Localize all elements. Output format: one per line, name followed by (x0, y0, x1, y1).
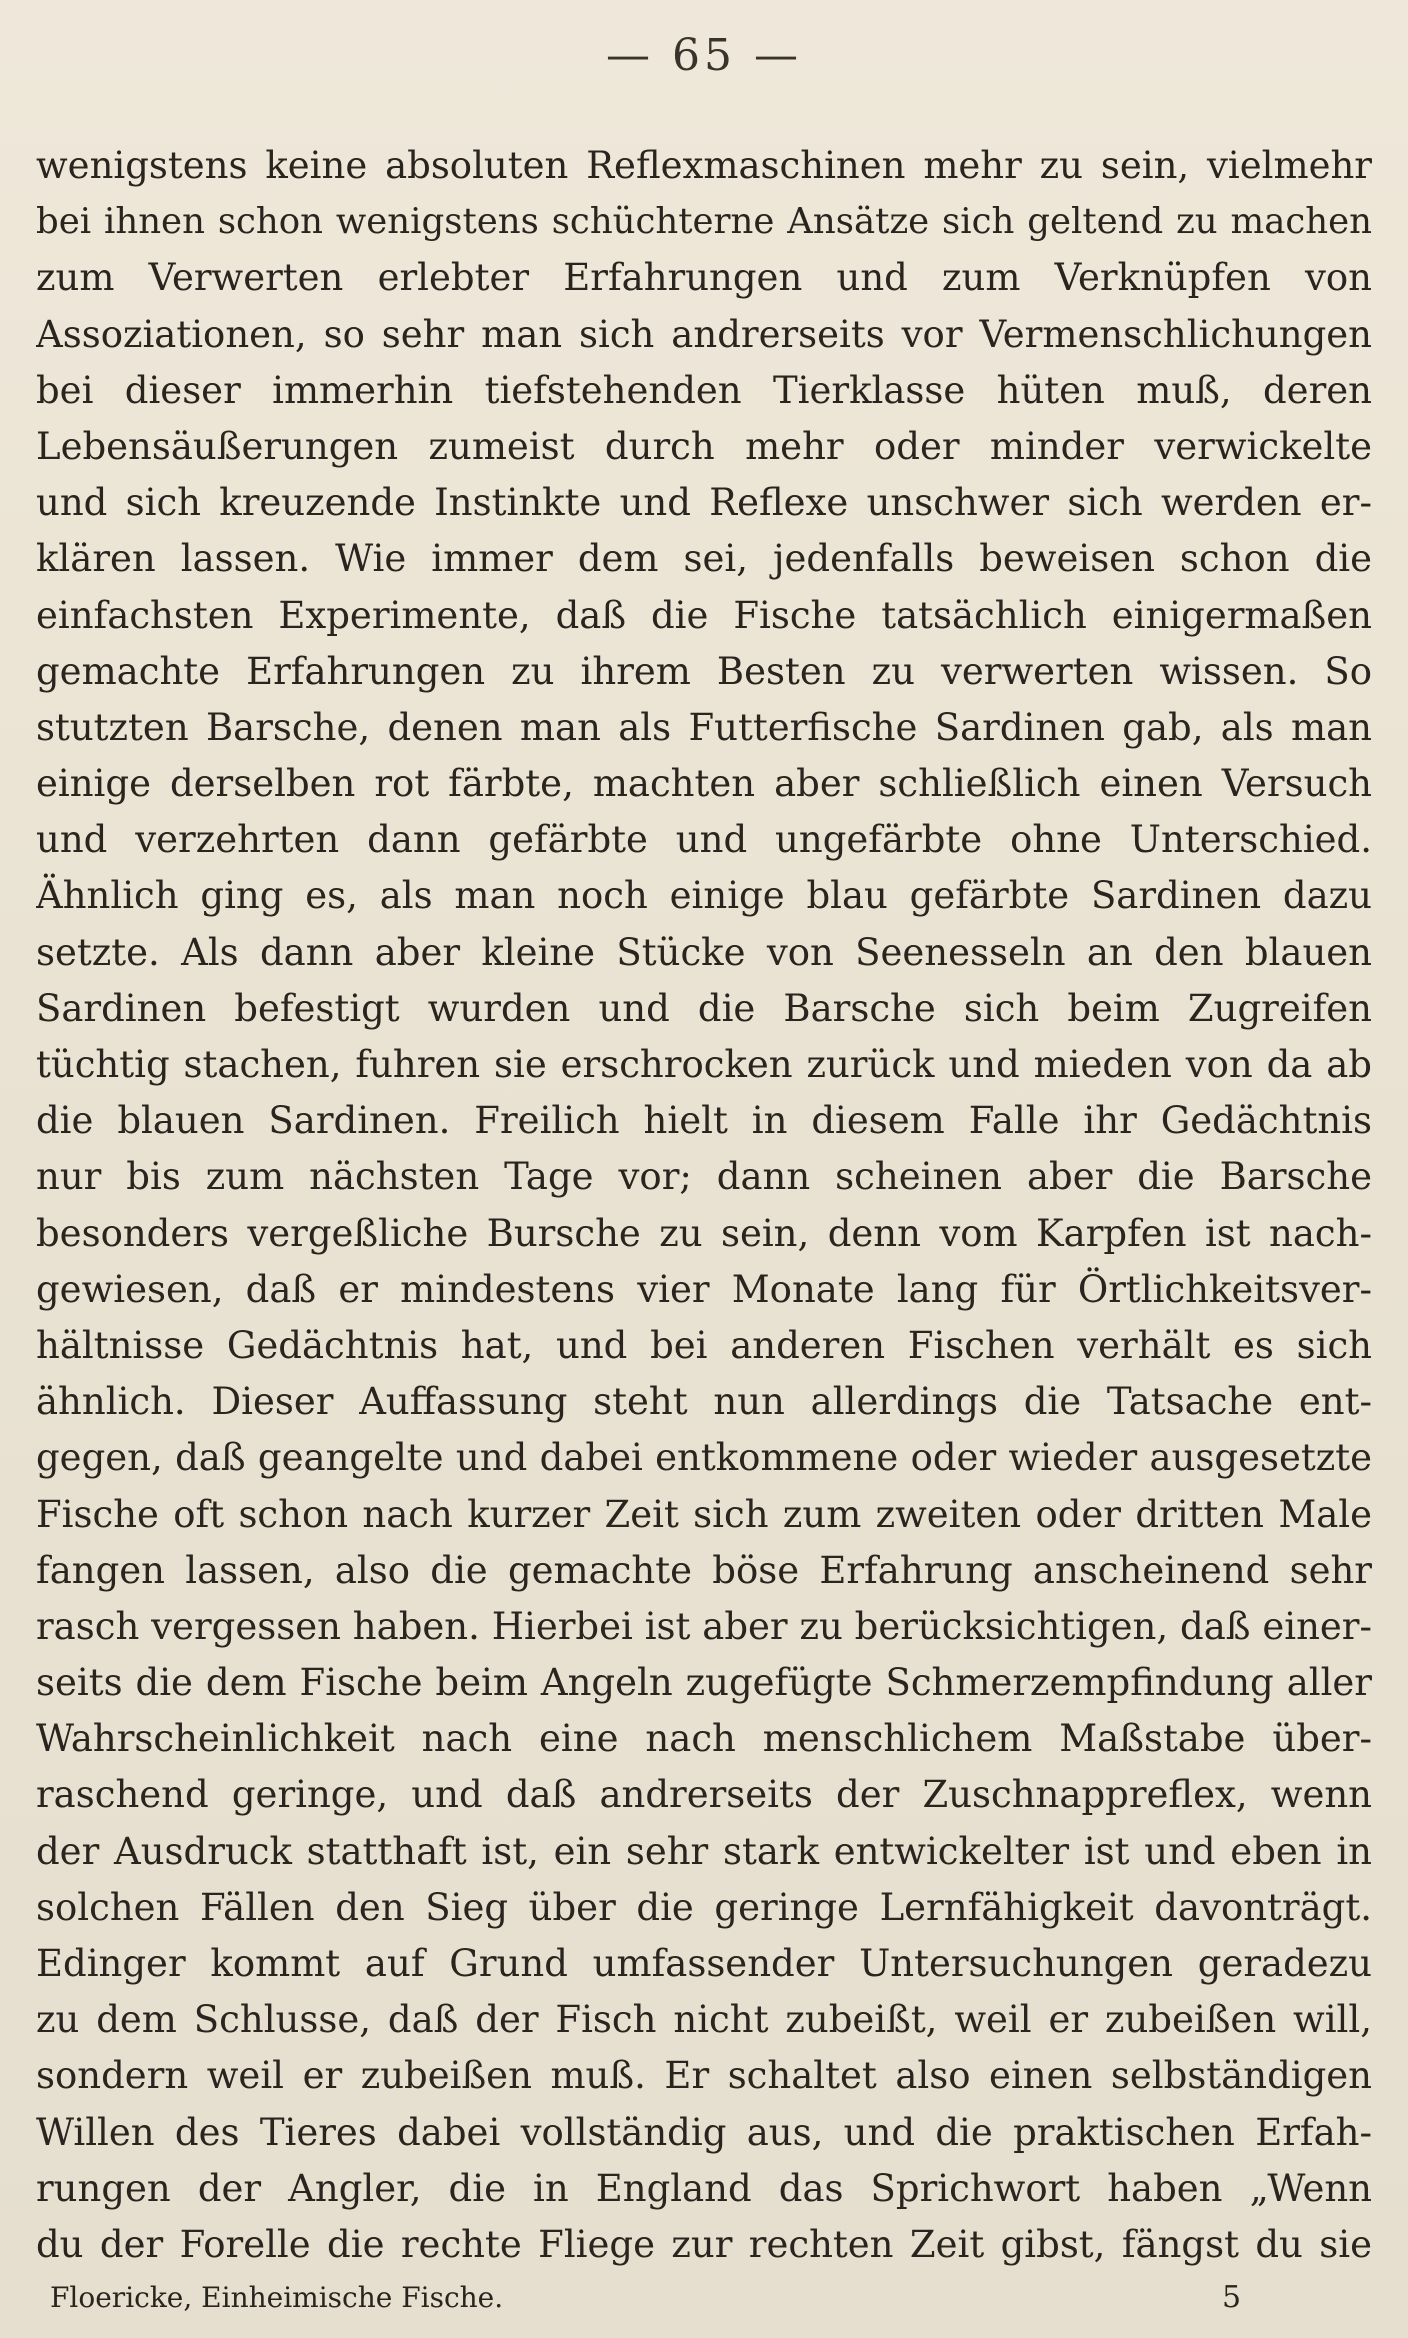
text-line: gewiesen, daß er mindestens vier Monate lang für Örtlichkeitsver- (36, 1267, 1372, 1311)
text-line: ähnlich. Dieser Auffassung steht nun allerdings die Tatsache ent- (36, 1380, 1372, 1424)
text-line: du der Forelle die rechte Fliege zur rechten Zeit gibst, fängst du sie (36, 2222, 1372, 2266)
text-line: fangen lassen, also die gemachte böse Erfahrung anscheinend sehr (36, 1548, 1372, 1592)
text-line: zu dem Schlusse, daß der Fisch nicht zubeißt, weil er zubeißen will, (36, 1998, 1372, 2042)
text-line: gemachte Erfahrungen zu ihrem Besten zu verwerten wissen. So (36, 649, 1372, 693)
text-line: zum Verwerten erlebter Erfahrungen und zum Verknüpfen von (36, 256, 1372, 300)
text-line: und sich kreuzende Instinkte und Reflexe unschwer sich werden er- (36, 481, 1372, 525)
text-line: rasch vergessen haben. Hierbei ist aber zu berücksichtigen, daß einer- (36, 1604, 1372, 1648)
text-line: der Ausdruck statthaft ist, ein sehr stark entwickelter ist und eben in (36, 1829, 1372, 1873)
text-line: stutzten Barsche, denen man als Futterfische Sardinen gab, als man (36, 705, 1372, 749)
text-line: Willen des Tieres dabei vollständig aus, und die praktischen Erfah- (36, 2110, 1372, 2154)
text-line: Ähnlich ging es, als man noch einige blau gefärbte Sardinen dazu (36, 874, 1372, 918)
text-line: Sardinen befestigt wurden und die Barsche sich beim Zugreifen (36, 986, 1372, 1030)
text-line: besonders vergeßliche Bursche zu sein, denn vom Karpfen ist nach- (36, 1211, 1372, 1255)
text-line: seits die dem Fische beim Angeln zugefügte Schmerzempfindung aller (36, 1661, 1372, 1705)
footer-source: Floericke, Einheimische Fische. (50, 2281, 504, 2314)
text-line: bei dieser immerhin tiefstehenden Tierklasse hüten muß, deren (36, 368, 1372, 412)
text-line: die blauen Sardinen. Freilich hielt in diesem Falle ihr Gedächtnis (36, 1099, 1372, 1143)
body-text (36, 138, 1372, 2273)
text-line: Lebensäußerungen zumeist durch mehr oder minder verwickelte (36, 424, 1372, 468)
text-line: Fische oft schon nach kurzer Zeit sich zum zweiten oder dritten Male (36, 1492, 1372, 1536)
text-line: rungen der Angler, die in England das Sprichwort haben „Wenn (36, 2166, 1372, 2210)
page-number: — 65 — (606, 30, 802, 81)
text-line: einfachsten Experimente, daß die Fische tatsächlich einigermaßen (36, 593, 1372, 637)
text-line: einige derselben rot färbte, machten aber schließlich einen Versuch (36, 762, 1372, 806)
text-line: setzte. Als dann aber kleine Stücke von Seenesseln an den blauen (36, 930, 1372, 974)
text-line: Edinger kommt auf Grund umfassender Untersuchungen geradezu (36, 1942, 1372, 1985)
text-line: wenigstens keine absoluten Reflexmaschinen mehr zu sein, vielmehr (36, 144, 1372, 187)
text-line: und verzehrten dann gefärbte und ungefärbte ohne Unterschied. (36, 818, 1372, 862)
text-line: sondern weil er zubeißen muß. Er schaltet also einen selbständigen (36, 2054, 1372, 2098)
text-line: solchen Fällen den Sieg über die geringe Lernfähigkeit davonträgt. (36, 1885, 1372, 1929)
text-line: nur bis zum nächsten Tage vor; dann scheinen aber die Barsche (36, 1155, 1372, 1199)
page-footer (36, 2276, 1242, 2320)
text-line: klären lassen. Wie immer dem sei, jedenfalls beweisen schon die (36, 537, 1372, 581)
text-line: gegen, daß geangelte und dabei entkommene oder wieder ausgesetzte (36, 1436, 1372, 1480)
text-line: bei ihnen schon wenigstens schüchterne Ansätze sich geltend zu machen (36, 201, 1372, 243)
text-line: Wahrscheinlichkeit nach eine nach menschlichem Maßstabe über- (36, 1717, 1372, 1761)
text-line: hältnisse Gedächtnis hat, und bei anderen Fischen verhält es sich (36, 1323, 1372, 1367)
text-line: Assoziationen, so sehr man sich andrerseits vor Vermenschlichungen (36, 312, 1372, 356)
text-line: raschend geringe, und daß andrerseits der Zuschnappreflex, wenn (36, 1773, 1372, 1817)
text-line: tüchtig stachen, fuhren sie erschrocken zurück und mieden von da ab (36, 1043, 1372, 1086)
footer-signature-mark: 5 (1222, 2280, 1242, 2315)
